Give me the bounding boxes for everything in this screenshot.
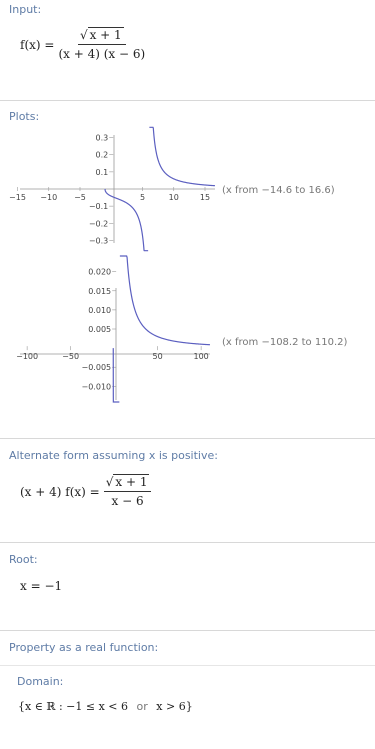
plot-1-y-tick-label: −0.3 [88,236,109,246]
domain-title: Domain: [17,675,64,688]
plot-1-y-tick-label: 0.2 [95,150,109,160]
input-pod [0,0,375,100]
plot-2-x-tick-label: 50 [152,352,163,362]
root-title: Root: [9,553,38,566]
plot-2-y-tick-label: −0.010 [81,382,112,392]
sqrt-icon: √ [105,475,114,489]
alternate-numerator: x + 1 [115,475,148,489]
plot-1-x-tick-label: −5 [74,193,86,202]
alternate-formula [20,475,151,508]
alternate-title: Alternate form assuming x is positive: [9,449,218,462]
plot-1-x-tick-label: 5 [139,193,146,202]
input-formula [20,28,145,61]
input-lhs: f(x) = [20,37,55,52]
plot-1-x-tick-label: 15 [199,193,211,202]
property-pod [0,630,375,748]
root-pod [0,542,375,631]
plots-title: Plots: [9,110,40,123]
plot-1-y-tick-label: −0.2 [88,219,109,229]
plot-1 [0,131,375,291]
domain-subpod [0,665,375,749]
plot-1-range-note: (x from −14.6 to 16.6) [222,185,335,196]
plot-1-x-tick-label: −15 [9,193,26,202]
domain-or: or [136,700,148,713]
domain-value [18,700,193,713]
alternate-fraction [104,475,152,508]
plot-1-y-tick-label: 0.1 [95,167,109,177]
plot-2-x-tick-label: 100 [193,352,209,362]
property-title: Property as a real function: [9,641,159,654]
domain-value-b: x > 6} [156,700,193,713]
plot-1-x-tick-label: 10 [168,193,179,202]
sqrt-icon: √ [79,28,88,42]
plot-2-y-tick-label: −0.005 [81,363,112,373]
plot-1-x-tick-label: −10 [40,193,58,202]
alternate-denominator: x − 6 [111,494,144,508]
plot-2-range-note: (x from −108.2 to 110.2) [222,337,348,348]
plot-2 [0,267,375,424]
domain-value-a: {x ∈ ℝ : −1 ≤ x < 6 [18,700,129,713]
plot-1-curve-right [149,127,215,185]
plot-1-y-tick-label: −0.1 [88,202,109,212]
plot-2-y-tick-label: 0.015 [88,286,112,296]
plots-pod [0,100,375,439]
alternate-pod [0,438,375,543]
plot-2-y-tick-label: 0.005 [88,325,112,334]
root-value: x = −1 [20,579,63,593]
plot-1-y-tick-label: 0.3 [95,133,109,143]
alternate-lhs: (x + 4) f(x) = [20,484,100,499]
plot-2-y-tick-label: 0.020 [88,267,112,277]
plot-2-x-tick-label: −100 [16,352,39,362]
plot-2-y-tick-label: 0.010 [88,305,112,315]
input-title: Input: [9,3,42,16]
input-fraction [58,28,145,61]
input-numerator: x + 1 [89,28,122,42]
input-denominator: (x + 4) (x − 6) [58,47,146,61]
plot-2-x-tick-label: −50 [62,352,80,362]
